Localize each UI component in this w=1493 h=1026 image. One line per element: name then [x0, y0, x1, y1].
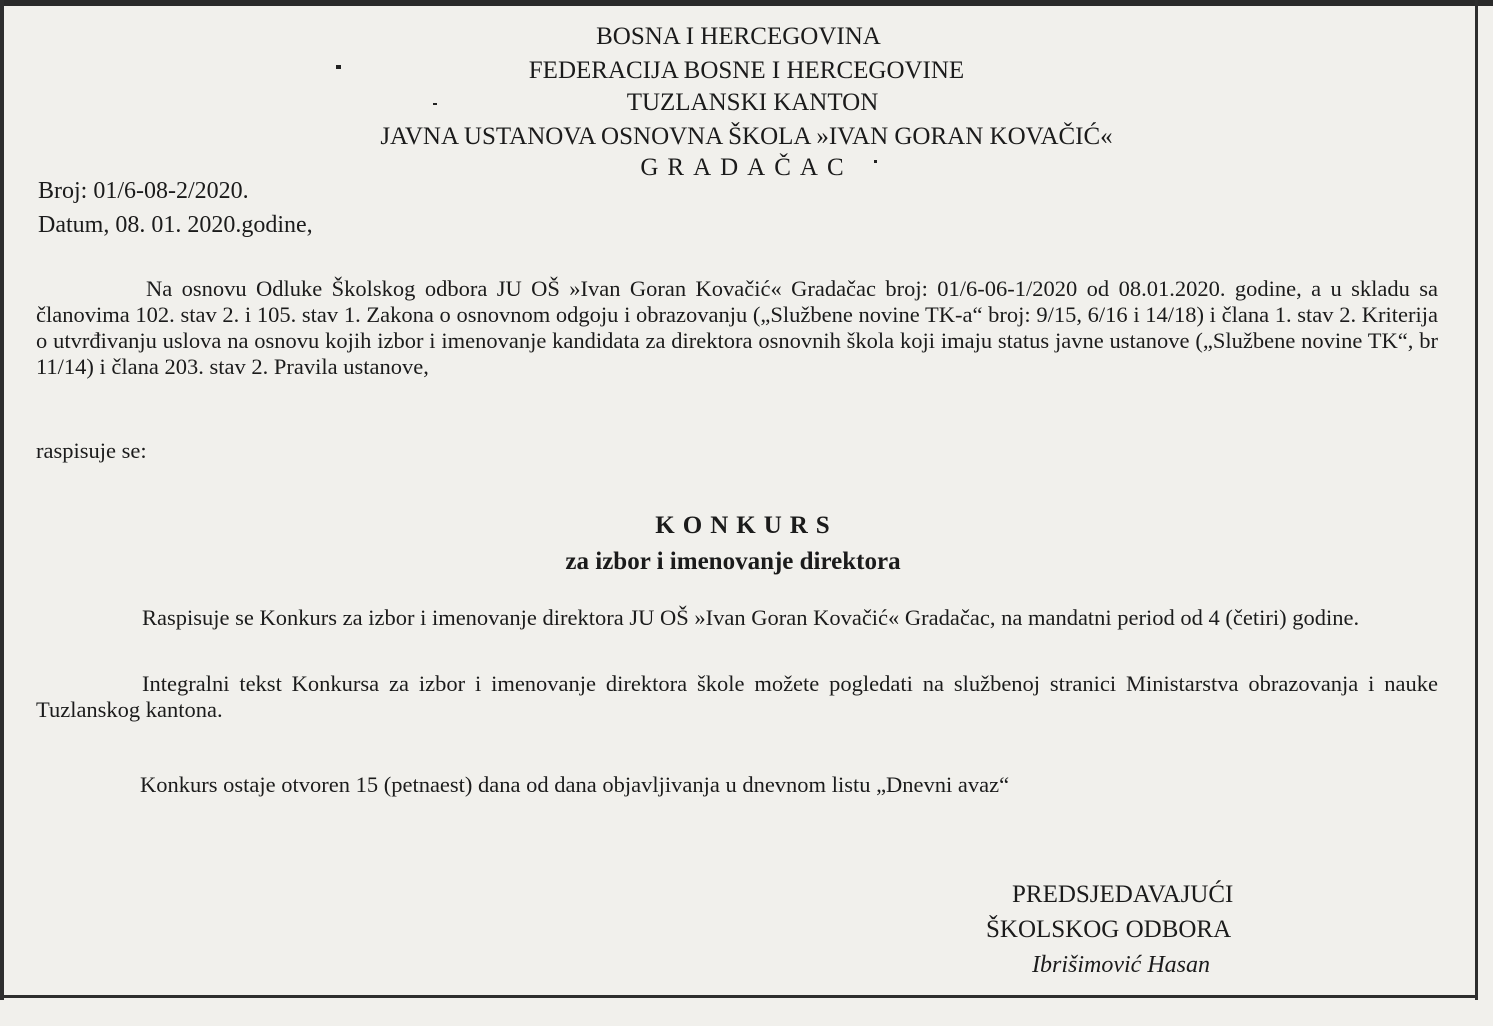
konkurs-paragraph-integral-text: Integralni tekst Konkursa za izbor i imenovanje direktora škole možete pogledati na službenoj stranici Ministarstva obrazovanja i nauke Tuzlanskog kantona. — [36, 671, 1438, 722]
document-date: Datum, 08. 01. 2020.godine, — [38, 212, 313, 238]
konkurs-paragraph-mandate: Raspisuje se Konkurs za izbor i imenovanje direktora JU OŠ »Ivan Goran Kovačić« Gradačac, na mandatni period od 4 (četiri) godine. — [142, 605, 1360, 630]
intro-paragraph: Na osnovu Odluke Školskog odbora JU OŠ »Ivan Goran Kovačić« Gradačac broj: 01/6-06-1/2020 od 08.01.2020. godine, a u skladu sa članovima 102. stav 2. i 105. stav 1. Zakona o osnovnom odgoju i obrazovanju („Službene novine TK-a“ broj: 9/15, 6/16 i 14/18) i člana 1. stav 2. Kriterija o utvrđivanju uslova na osnovu kojih izbor i imenovanje kandidata za direktora osnovnih škola koji imaju status javne ustanove („Službene novine TK“, br 11/14) i člana 203. stav 2. Pravila ustanove, — [36, 276, 1438, 379]
header-institution: JAVNA USTANOVA OSNOVNA ŠKOLA »IVAN GORAN KOVAČIĆ« — [380, 123, 1113, 150]
signature-name: Ibrišimović Hasan — [1032, 952, 1210, 978]
header-country: BOSNA I HERCEGOVINA — [596, 23, 881, 50]
announcement-line: raspisuje se: — [36, 438, 147, 463]
page-frame-bottom — [0, 995, 1478, 998]
document-number: Broj: 01/6-08-2/2020. — [38, 178, 249, 204]
konkurs-subtitle: za izbor i imenovanje direktora — [565, 548, 901, 575]
konkurs-title: KONKURS — [655, 512, 838, 539]
header-canton: TUZLANSKI KANTON — [626, 89, 879, 116]
signature-role-line2: ŠKOLSKOG ODBORA — [986, 916, 1232, 943]
page-frame-top — [0, 0, 1493, 6]
konkurs-paragraph-duration: Konkurs ostaje otvoren 15 (petnaest) dana od dana objavljivanja u dnevnom listu „Dnevni avaz“ — [140, 772, 1010, 797]
signature-role-line1: PREDSJEDAVAJUĆI — [1012, 881, 1234, 908]
header-city: GRADAČAC — [640, 154, 853, 181]
header-federation: FEDERACIJA BOSNE I HERCEGOVINE — [528, 57, 965, 84]
